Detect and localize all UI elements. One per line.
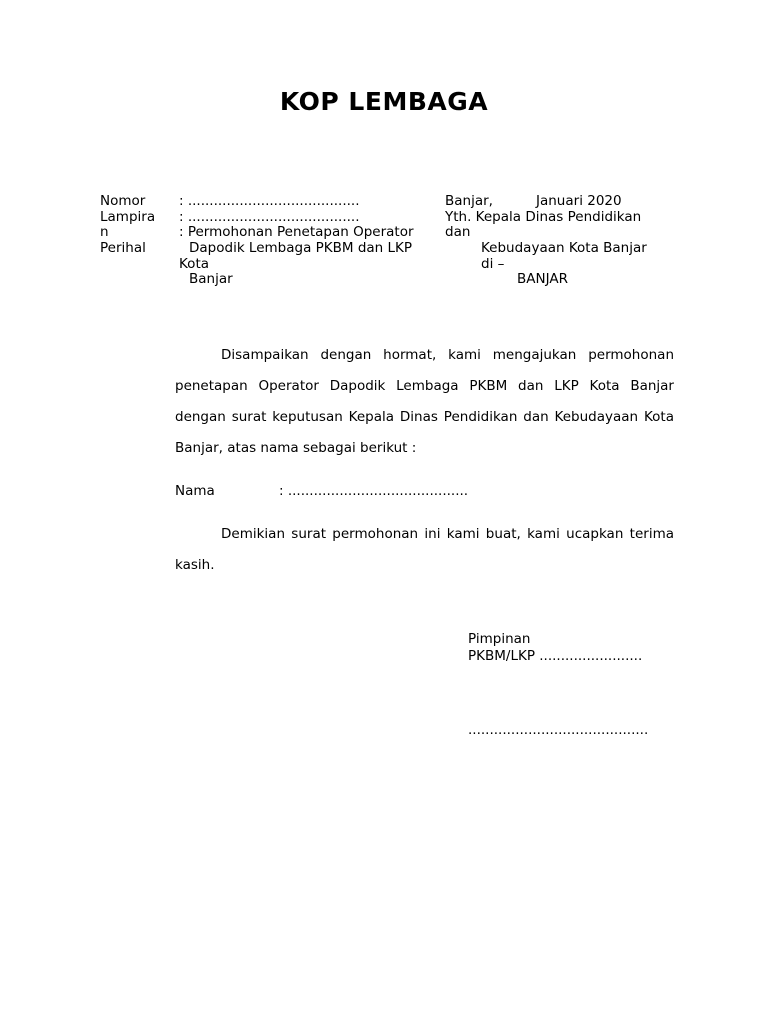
name-value: : .......................................... [279,483,469,499]
recipient-city: BANJAR [517,271,568,287]
letter-date: Januari 2020 [536,193,622,209]
body-paragraph-opening: Disampaikan dengan hormat, kami mengajukan permohonan penetapan Operator Dapodik Lembaga PKBM dan LKP Kota Banjar dengan surat keputusan Kepala Dinas Pendidikan dan Kebudayaan Kota Banjar, atas nama sebagai berikut : [175,347,674,456]
lampiran-label-part1: Lampira [100,209,156,225]
recipient-line4: di – [481,256,505,272]
perihal-value-line4: Banjar [189,271,233,287]
signature-name-line: .......................................... [468,722,649,738]
perihal-label: Perihal [100,240,146,256]
lampiran-label-part2: n [100,224,109,240]
perihal-value-line1: : Permohonan Penetapan Operator [179,224,414,240]
recipient-line3: Kebudayaan Kota Banjar [481,240,647,256]
signature-title: Pimpinan [468,631,531,647]
perihal-value-line3: Kota [179,256,210,272]
lampiran-value: : ........................................ [179,209,360,225]
body-paragraph-closing: Demikian surat permohonan ini kami buat, kami ucapkan terima kasih. [175,526,674,573]
nomor-value: : ........................................ [179,193,360,209]
signature-institution: PKBM/LKP ........................ [468,648,643,664]
letterhead-title: KOP LEMBAGA [279,87,489,116]
name-label: Nama [175,483,215,499]
perihal-value-line2: Dapodik Lembaga PKBM dan LKP [189,240,413,256]
recipient-line1: Yth. Kepala Dinas Pendidikan [445,209,642,225]
recipient-line2: dan [445,224,471,240]
letter-place: Banjar, [445,193,493,209]
nomor-label: Nomor [100,193,146,209]
